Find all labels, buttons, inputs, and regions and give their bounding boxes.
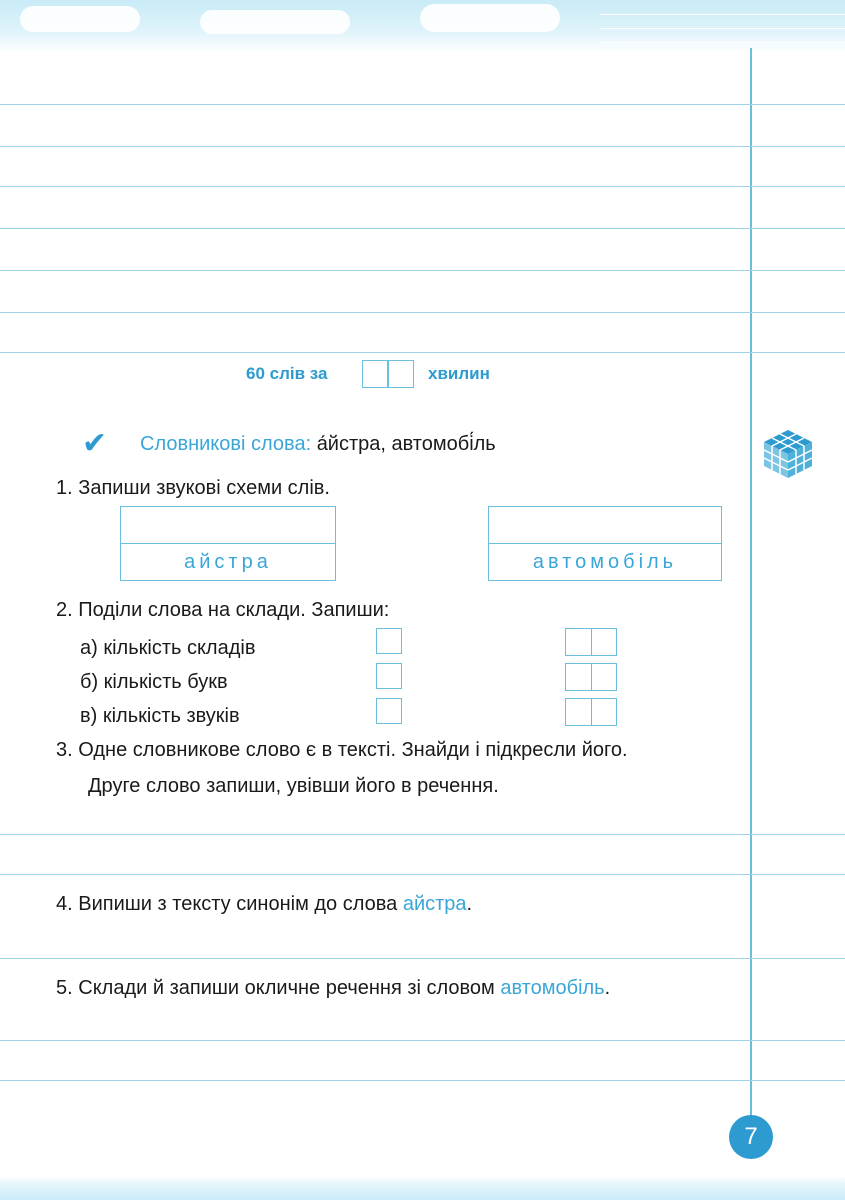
task-4-text: Випиши з тексту синонім до слова bbox=[78, 893, 398, 915]
task-5 bbox=[56, 976, 610, 1000]
task-3 bbox=[56, 738, 628, 762]
vocab-words: а́йстра, автомобі́ль bbox=[316, 433, 496, 455]
top-deco-line bbox=[600, 14, 845, 15]
task-1 bbox=[56, 476, 330, 500]
scheme-word: автомобіль bbox=[532, 551, 678, 573]
top-deco-line bbox=[600, 28, 845, 29]
top-decoration bbox=[0, 0, 845, 52]
top-deco-line bbox=[600, 42, 845, 43]
timer-suffix-wrap bbox=[428, 364, 490, 384]
subtask-sounds: в) кількість звуків bbox=[80, 705, 240, 727]
bottom-decoration bbox=[0, 1176, 845, 1200]
task-4-num: 4. bbox=[56, 893, 73, 915]
cloud-shape bbox=[420, 4, 560, 32]
ruled-line bbox=[0, 834, 845, 835]
ruled-line bbox=[0, 270, 845, 271]
answer-box[interactable] bbox=[376, 663, 402, 689]
answer-box-double[interactable] bbox=[565, 698, 617, 726]
answer-box-double[interactable] bbox=[565, 663, 617, 691]
vocab-label: Словникові слова: bbox=[140, 433, 312, 455]
ruled-line bbox=[0, 146, 845, 147]
checkmark-icon: ✔ bbox=[82, 427, 108, 460]
sound-scheme-avtomobil[interactable] bbox=[488, 506, 722, 581]
ruled-line bbox=[0, 958, 845, 959]
vocab-line bbox=[140, 432, 496, 456]
timer-box-2[interactable] bbox=[388, 360, 414, 388]
subtask-letters: б) кількість букв bbox=[80, 671, 228, 693]
ruled-line bbox=[0, 874, 845, 875]
task-3-line2: Друге слово запиши, увівши його в речення. bbox=[88, 775, 499, 797]
task-2 bbox=[56, 598, 389, 622]
task-5-end: . bbox=[604, 977, 611, 999]
task-2-num: 2. bbox=[56, 599, 73, 621]
ruled-line bbox=[0, 228, 845, 229]
ruled-line bbox=[0, 1040, 845, 1041]
ruled-line bbox=[0, 1080, 845, 1081]
ruled-line bbox=[0, 352, 845, 353]
subtask-syllables: а) кількість складів bbox=[80, 637, 256, 659]
task-4-end: . bbox=[466, 893, 473, 915]
task-3-num: 3. bbox=[56, 739, 73, 761]
task-4-word: айстра bbox=[402, 893, 467, 915]
task-1-num: 1. bbox=[56, 477, 73, 499]
task-3-text: Одне словникове слово є в тексті. Знайди і підкресли його. bbox=[78, 739, 628, 761]
answer-box-double[interactable] bbox=[565, 628, 617, 656]
task-4 bbox=[56, 892, 472, 916]
task-5-num: 5. bbox=[56, 977, 73, 999]
task-2-text: Поділи слова на склади. Запиши: bbox=[78, 599, 390, 621]
scheme-word: айстра bbox=[184, 551, 272, 573]
reading-timer bbox=[246, 364, 327, 384]
timer-prefix: 60 слів за bbox=[246, 364, 328, 383]
ruled-line bbox=[0, 186, 845, 187]
cloud-shape bbox=[200, 10, 350, 34]
page-number: 7 bbox=[729, 1115, 773, 1159]
sound-scheme-aistra[interactable] bbox=[120, 506, 336, 581]
margin-line bbox=[750, 48, 752, 1140]
ruled-line bbox=[0, 312, 845, 313]
scheme-input-row[interactable] bbox=[489, 507, 721, 544]
ruled-line bbox=[0, 104, 845, 105]
cloud-shape bbox=[20, 6, 140, 32]
scheme-input-row[interactable] bbox=[121, 507, 335, 544]
task-5-text: Склади й запиши окличне речення зі словом bbox=[78, 977, 495, 999]
task-1-text: Запиши звукові схеми слів. bbox=[78, 477, 330, 499]
task-5-word: автомобіль bbox=[500, 977, 605, 999]
timer-suffix: хвилин bbox=[428, 364, 490, 383]
answer-box[interactable] bbox=[376, 628, 402, 654]
cube-icon bbox=[762, 428, 814, 480]
answer-box[interactable] bbox=[376, 698, 402, 724]
timer-box-1[interactable] bbox=[362, 360, 388, 388]
